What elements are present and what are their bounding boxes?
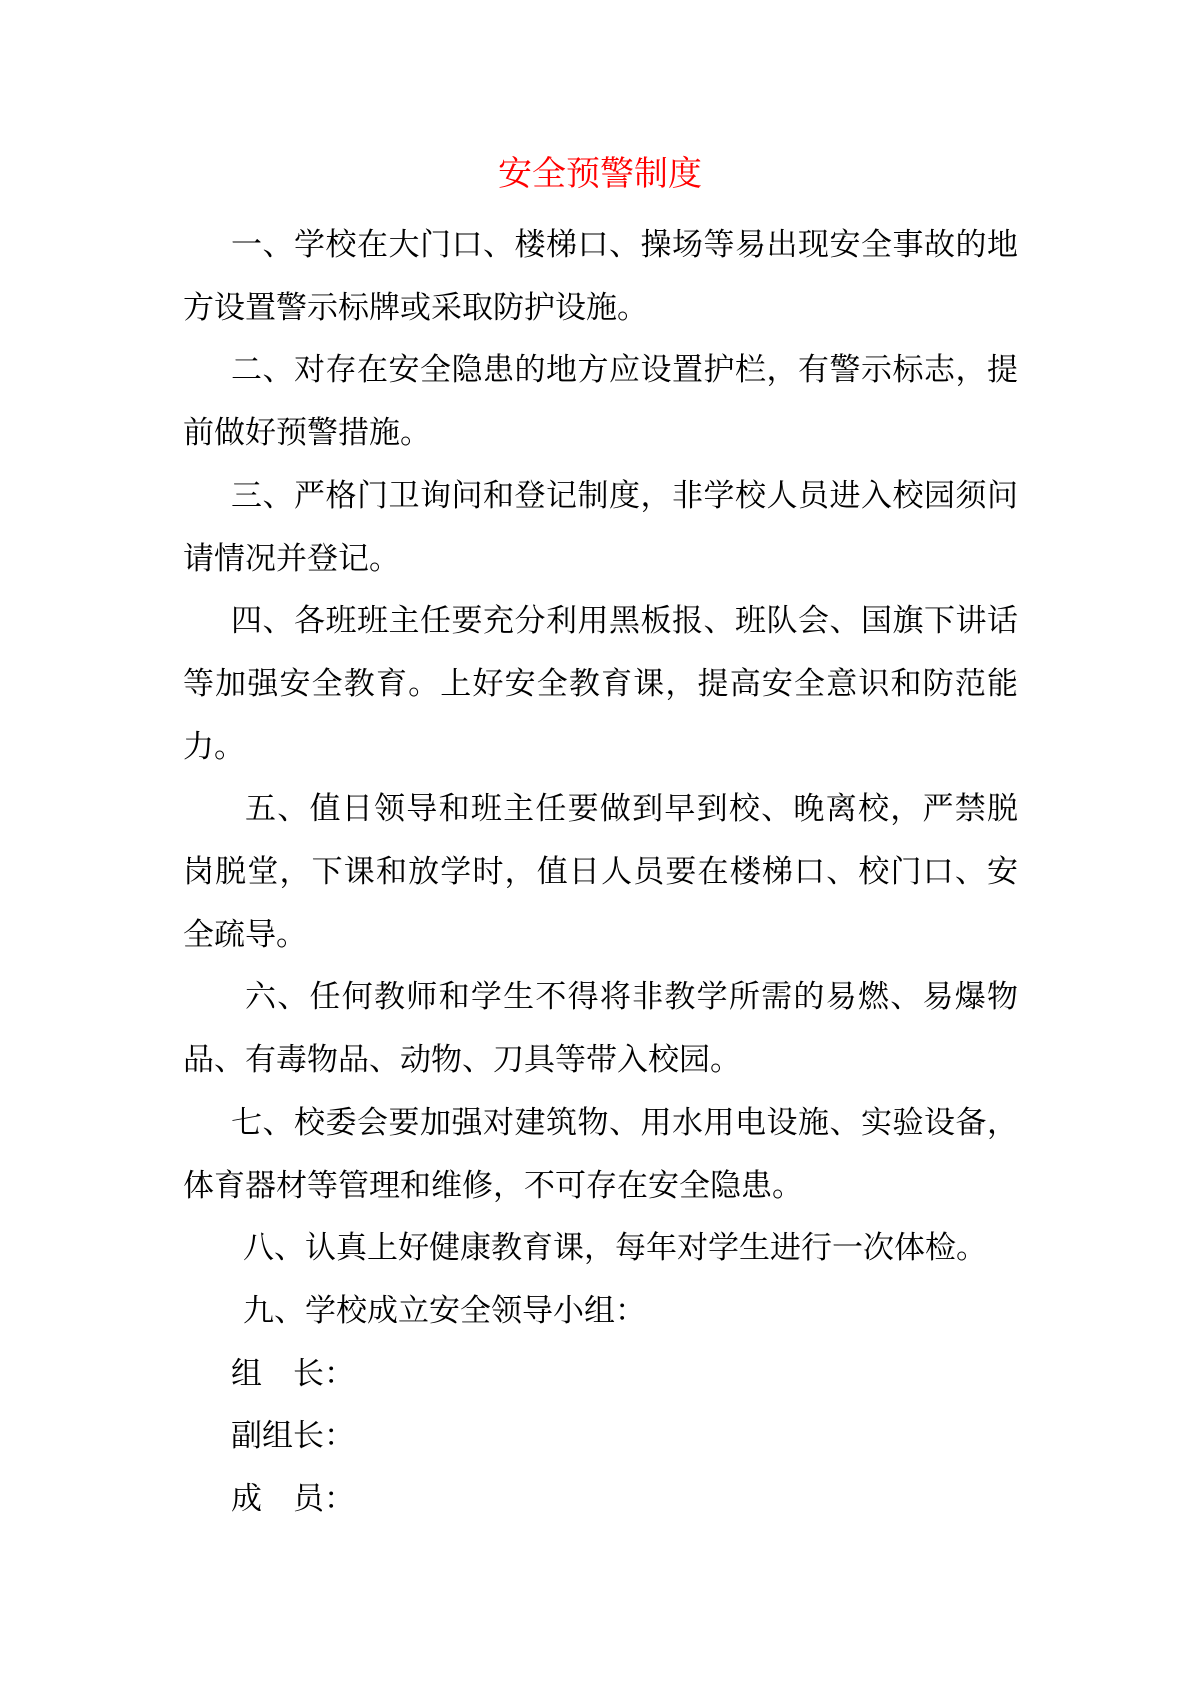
rule-item-7: 七、校委会要加强对建筑物、用水用电设施、实验设备，体育器材等管理和维修，不可存在安全隐患。 [183, 1104, 1018, 1204]
rule-item-4: 四、各班班主任要充分利用黑板报、班队会、国旗下讲话等加强安全教育。上好安全教育课，提高安全意识和防范能力。 [183, 603, 1018, 765]
document-title: 安全预警制度 [498, 154, 702, 194]
group-leader-line: 组 长： [231, 1355, 355, 1392]
document-body [183, 214, 1018, 1531]
rule-item-9: 九、学校成立安全领导小组： [243, 1292, 646, 1329]
members-line: 成 员： [231, 1481, 355, 1518]
rule-item-6: 六、任何教师和学生不得将非教学所需的易燃、易爆物品、有毒物品、动物、刀具等带入校园。 [183, 979, 1018, 1079]
rule-item-8: 八、认真上好健康教育课，每年对学生进行一次体检。 [243, 1230, 987, 1267]
rule-item-2: 二、对存在安全隐患的地方应设置护栏，有警示标志，提前做好预警措施。 [183, 352, 1018, 452]
rule-item-1: 一、学校在大门口、楼梯口、操场等易出现安全事故的地方设置警示标牌或采取防护设施。 [183, 227, 1018, 326]
deputy-leader-line: 副组长： [231, 1418, 355, 1455]
rule-item-3: 三、严格门卫询问和登记制度，非学校人员进入校园须问请情况并登记。 [183, 477, 1018, 577]
rule-item-5: 五、值日领导和班主任要做到早到校、晚离校，严禁脱岗脱堂，下课和放学时，值日人员要在楼梯口、校门口、安全疏导。 [183, 791, 1018, 953]
